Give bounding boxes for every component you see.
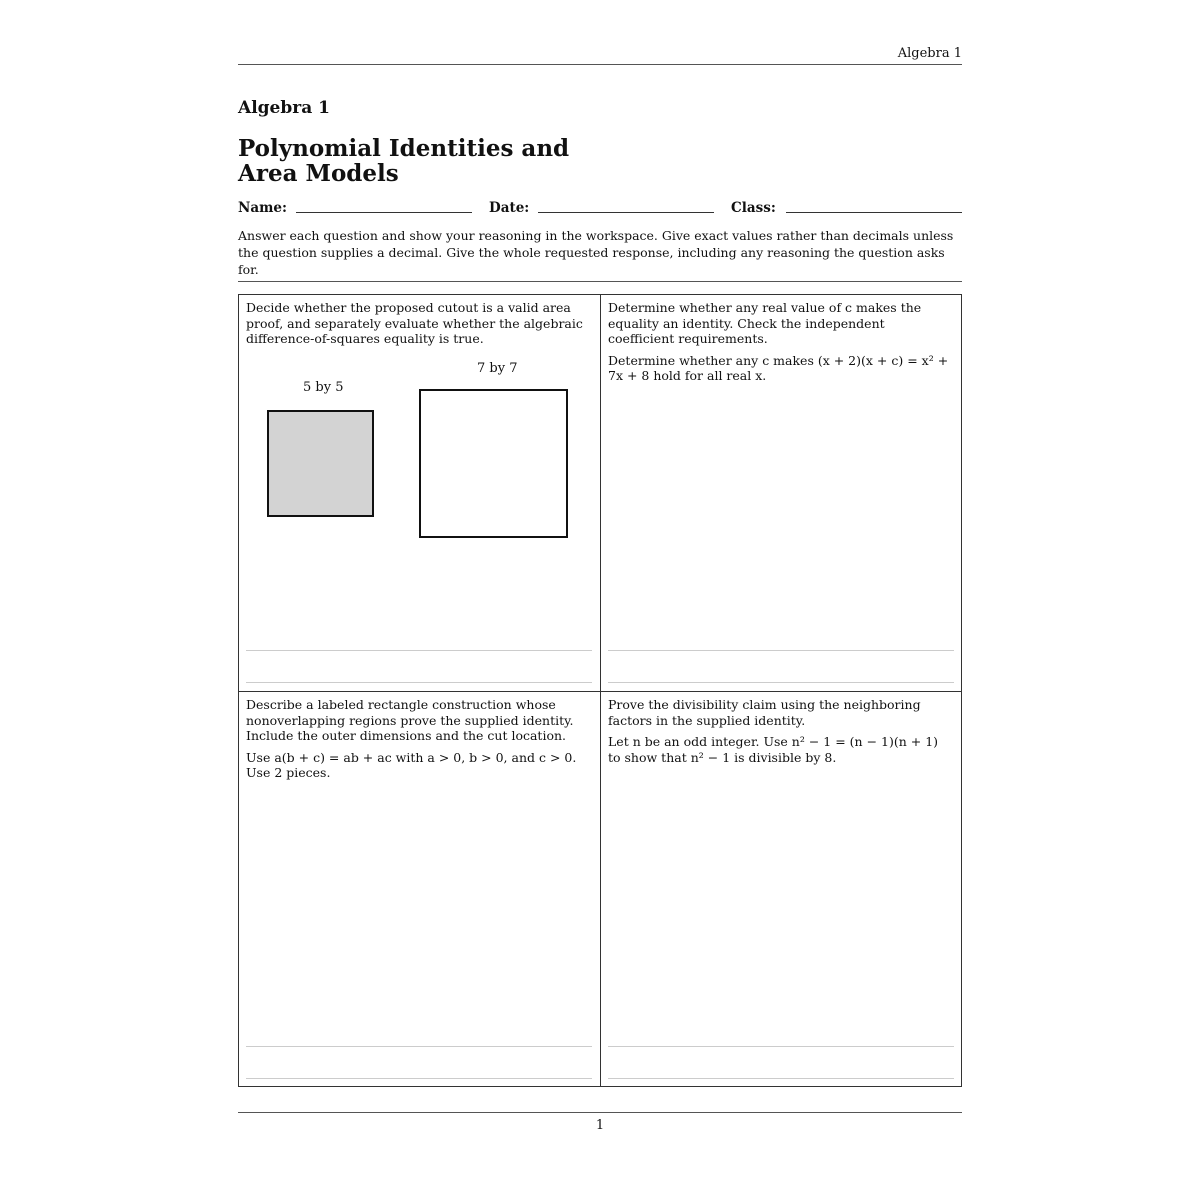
question-grid [238,294,962,1087]
header-rule [238,64,962,65]
name-label: Name: [238,200,287,216]
answer-line[interactable] [246,650,592,651]
date-field[interactable] [538,212,714,213]
question-3 [246,697,592,787]
answer-line[interactable] [246,1078,592,1079]
large-square-7-by-7 [419,389,568,538]
instructions: Answer each question and show your reasoning in the workspace. Give exact values rather than decimals unless the question supplies a decimal. Give the whole requested response, including any reasoning the question asks for. [238,228,954,277]
answer-line[interactable] [608,1046,954,1047]
small-square-label: 5 by 5 [303,380,344,395]
title-line-1: Polynomial Identities and [238,135,570,162]
instructions-rule [238,281,962,282]
question-1 [246,300,586,353]
worksheet-page [238,0,962,1200]
page-number: 1 [595,1118,605,1133]
small-square-5-by-5 [267,410,374,517]
question-3-prompt: Describe a labeled rectangle construction whose nonoverlapping regions prove the supplied identity. Include the outer dimensions and the cut location. [246,697,574,743]
question-4-detail: Let n be an odd integer. Use n² − 1 = (n − 1)(n + 1) to show that n² − 1 is divisible by 8. [608,734,939,765]
grid-horizontal-divider [239,691,961,692]
large-square-label: 7 by 7 [477,361,518,376]
question-2 [608,300,954,390]
question-4 [608,697,954,771]
answer-line[interactable] [246,1046,592,1047]
answer-line[interactable] [246,682,592,683]
running-header: Algebra 1 [897,46,962,61]
class-field[interactable] [786,212,962,213]
question-4-prompt: Prove the divisibility claim using the neighboring factors in the supplied identity. [608,697,921,728]
date-label: Date: [489,200,530,216]
student-info-row [238,200,962,220]
question-3-detail: Use a(b + c) = ab + ac with a > 0, b > 0, and c > 0. Use 2 pieces. [246,749,577,780]
question-2-prompt: Determine whether any real value of c makes the equality an identity. Check the independent coefficient requirements. [608,300,922,346]
question-2-detail: Determine whether any c makes (x + 2)(x + c) = x² + 7x + 8 hold for all real x. [608,352,949,383]
answer-line[interactable] [608,1078,954,1079]
class-label: Class: [731,200,776,216]
footer-rule [238,1112,962,1113]
page-title [238,136,569,186]
question-1-prompt: Decide whether the proposed cutout is a valid area proof, and separately evaluate whether the algebraic difference-of-squares equality is true. [246,300,583,346]
name-field[interactable] [296,212,472,213]
answer-line[interactable] [608,650,954,651]
title-line-2: Area Models [238,160,399,187]
course-title: Algebra 1 [238,98,330,118]
answer-line[interactable] [608,682,954,683]
